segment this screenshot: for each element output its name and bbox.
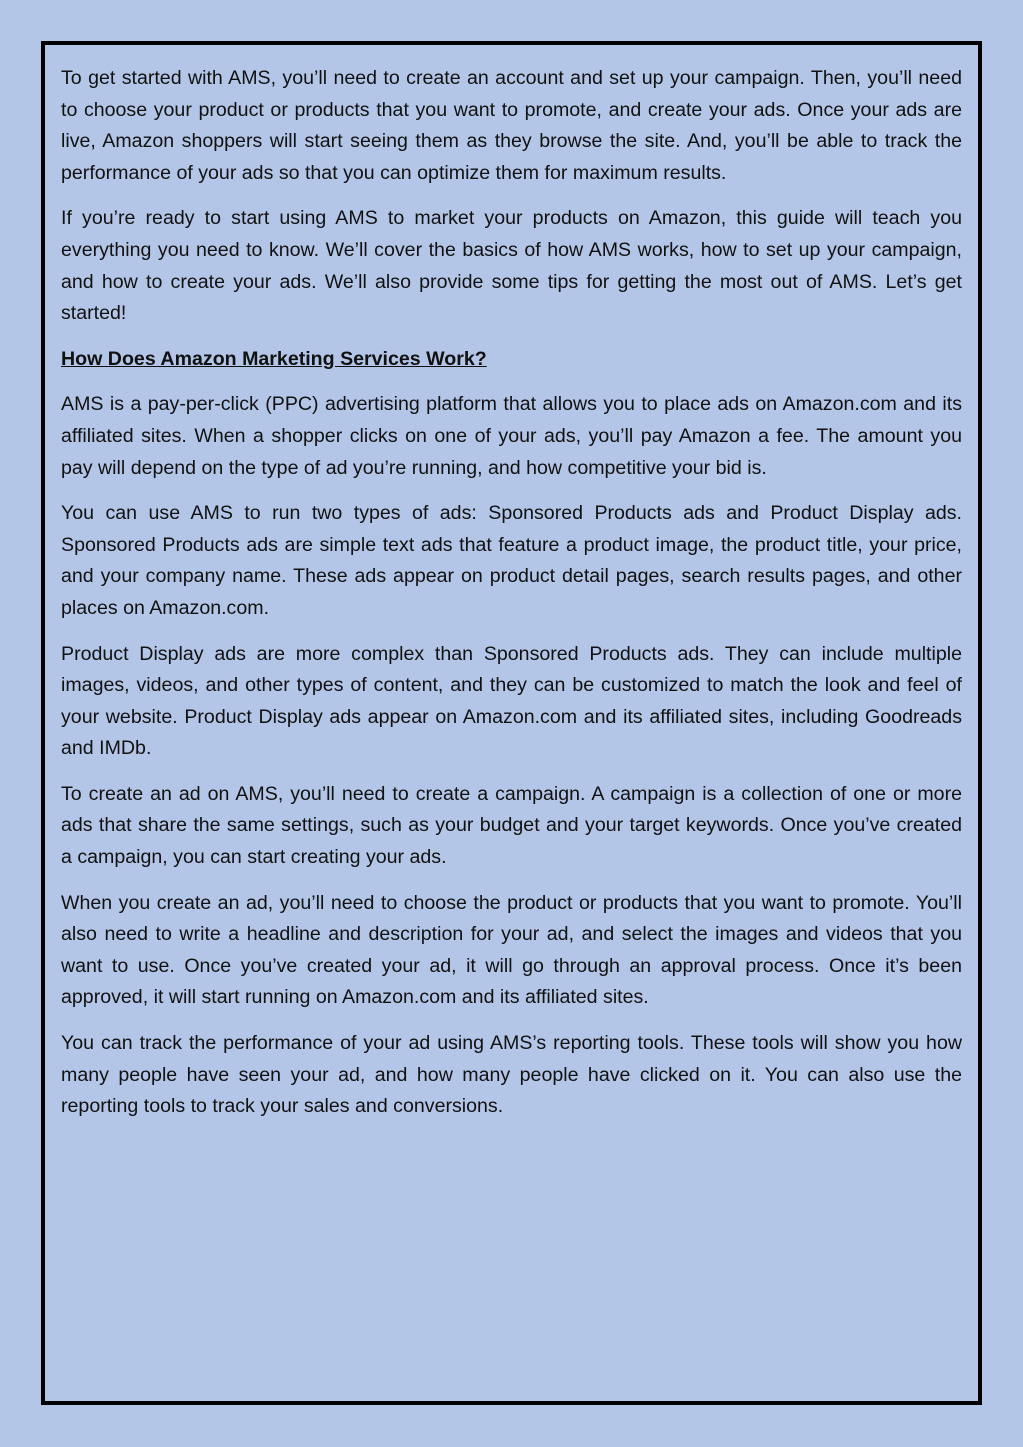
paragraph-guide-intro: If you’re ready to start using AMS to market your products on Amazon, this guide will teach you everything you need to know. We’ll cover the basics of how AMS works, how to set up your campaign, and how to create your ads. We’ll also provide some tips for getting the most out of AMS. Let’s get started! bbox=[61, 207, 962, 325]
paragraph-ppc-overview: AMS is a pay-per-click (PPC) advertising platform that allows you to place ads on Amazon.com and its affiliated sites. When a shopper clicks on one of your ads, you’ll pay Amazon a fee. The amount you pay will depend on the type of ad you’re running, and how competitive your bid is. bbox=[61, 393, 962, 479]
paragraph-product-display: Product Display ads are more complex than Sponsored Products ads. They can include multiple images, videos, and other types of content, and they can be customized to match the look and feel of your website. Product Display ads appear on Amazon.com and its affiliated sites, including Goodreads and IMDb. bbox=[61, 642, 962, 760]
document-body bbox=[61, 63, 962, 1137]
paragraph-getting-started: To get started with AMS, you’ll need to create an account and set up your campaign. Then, you’ll need to choose your product or products that you want to promote, and create your ads. Once your ads are live, Amazon shoppers will start seeing them as they browse the site. And, you’ll be able to track the performance of your ads so that you can optimize them for maximum results. bbox=[61, 67, 962, 184]
paragraph-campaign: To create an ad on AMS, you’ll need to create a campaign. A campaign is a collection of one or more ads that share the same settings, such as your budget and your target keywords. Once you’ve created a campaign, you can start creating your ads. bbox=[61, 782, 962, 869]
paragraph-ad-types: You can use AMS to run two types of ads: Sponsored Products ads and Product Display ads. Sponsored Products ads are simple text ads that feature a product image, the product title, your price, and your company name. These ads appear on product detail pages, search results pages, and other places on Amazon.com. bbox=[61, 502, 962, 619]
paragraph-reporting: You can track the performance of your ad using AMS’s reporting tools. These tools will show you how many people have seen your ad, and how many people have clicked on it. You can also use the reporting tools to track your sales and conversions. bbox=[61, 1032, 962, 1118]
page-frame bbox=[41, 41, 982, 1405]
paragraph-create-ad: When you create an ad, you’ll need to choose the product or products that you want to promote. You’ll also need to write a headline and description for your ad, and select the images and videos that you want to use. Once you’ve created your ad, it will go through an approval process. Once it’s been approved, it will start running on Amazon.com and its affiliated sites. bbox=[61, 891, 962, 1009]
section-heading: How Does Amazon Marketing Services Work? bbox=[61, 347, 487, 370]
